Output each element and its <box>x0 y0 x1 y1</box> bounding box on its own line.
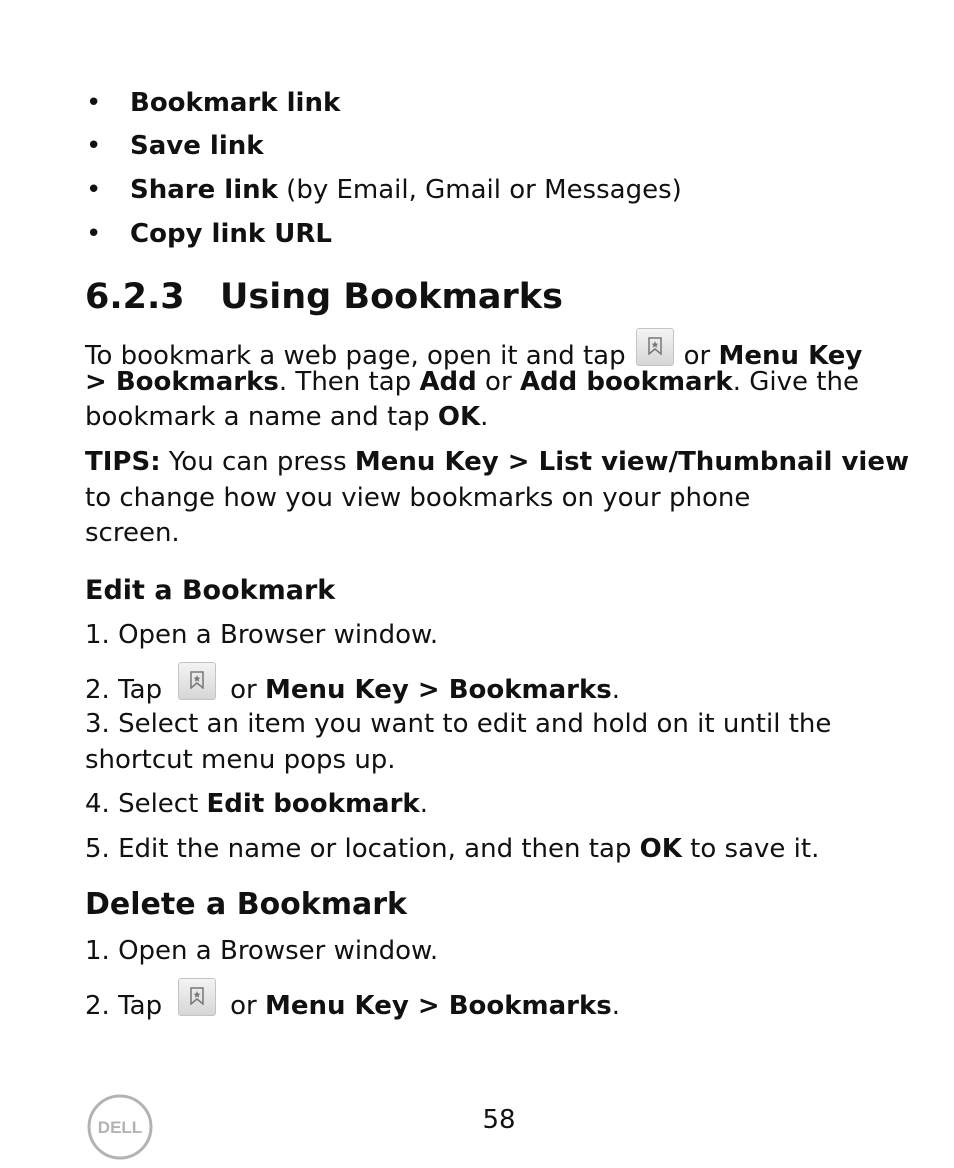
bookmark-star-icon[interactable] <box>178 662 216 700</box>
bullet-item: Bookmark link <box>130 88 341 118</box>
section-number: 6.2.3 <box>85 277 185 317</box>
delete-step-2: 2. Tap or Menu Key > Bookmarks. <box>85 978 620 1024</box>
tips-line-3: screen. <box>85 518 180 548</box>
edit-step-1: 1. Open a Browser window. <box>85 620 439 650</box>
bullet-item: Copy link URL <box>130 219 332 249</box>
bullet-item: Save link <box>130 131 264 161</box>
edit-step-3-line-2: shortcut menu pops up. <box>85 745 396 775</box>
section-title: Using Bookmarks <box>220 277 563 317</box>
tips-line-2: to change how you view bookmarks on your phone <box>85 483 751 513</box>
bullet-item: Share link (by Email, Gmail or Messages) <box>130 175 682 205</box>
bullet-dot: • <box>86 88 102 118</box>
page-number: 58 <box>482 1105 516 1135</box>
tips-label: TIPS: <box>85 447 161 477</box>
svg-text:DELL: DELL <box>97 1118 143 1137</box>
bullet-dot: • <box>86 219 102 249</box>
edit-bookmark-heading: Edit a Bookmark <box>85 575 336 606</box>
bullet-dot: • <box>86 175 102 205</box>
intro-line-3: bookmark a name and tap OK. <box>85 402 489 432</box>
bullet-dot: • <box>86 131 102 161</box>
bookmark-star-icon[interactable] <box>636 328 674 366</box>
bookmark-star-icon[interactable] <box>178 978 216 1016</box>
section-heading <box>85 275 563 319</box>
intro-line-2: > Bookmarks. Then tap Add or Add bookmark. Give the <box>85 367 859 397</box>
intro-line-1: To bookmark a web page, open it and tap or Menu Key <box>85 328 862 374</box>
edit-step-4: 4. Select Edit bookmark. <box>85 789 428 819</box>
edit-step-2: 2. Tap or Menu Key > Bookmarks. <box>85 662 620 708</box>
delete-step-1: 1. Open a Browser window. <box>85 936 439 966</box>
edit-step-3-line-1: 3. Select an item you want to edit and hold on it until the <box>85 709 832 739</box>
tips-line-1: TIPS: You can press Menu Key > List view/Thumbnail view <box>85 447 909 477</box>
delete-bookmark-heading: Delete a Bookmark <box>85 887 407 922</box>
edit-step-5: 5. Edit the name or location, and then tap OK to save it. <box>85 834 820 864</box>
